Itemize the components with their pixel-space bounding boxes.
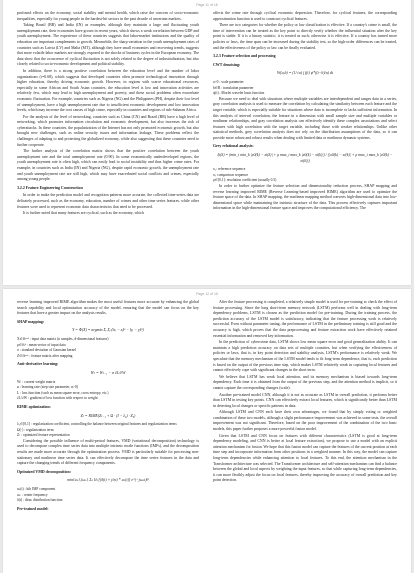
definition: Zₜ : optimized feature representation bbox=[17, 433, 70, 438]
definition: Wₜ : current weight matrix bbox=[17, 379, 56, 384]
definition: ∂L/∂W : gradient of loss function with respect to weight bbox=[17, 396, 98, 401]
paragraph: In addition, there is a strong positive correlation between the education level and the number of labor organizations (r=0.68), which suggests that developed countries often promote technological innovation through higher education, thereby driving economic growth. However, in regions with scarce educational resources, especially in some African and South Asian countries, the education level is low and innovation activities are relatively few, which may lead to high unemployment and poverty, and these social problems often exacerbate economic fluctuation. For example, countries such as Nigeria (NG) and the Philippines (PH), despite their low level of unemployment, have a high unemployment rate due to insufficient economic development and low innovation levels, which may increase the root causes of high crime, especially in countries and regions of sub-Saharan Africa. bbox=[17, 68, 199, 113]
definition: Ω(·) : regularization term bbox=[17, 427, 54, 432]
definition: δ(t) : dirac distribution function bbox=[17, 498, 63, 503]
page-11 bbox=[3, 0, 411, 285]
sub-heading: RIME optimization: bbox=[17, 404, 51, 409]
definition: σ : standard deviation of Gaussian kernel bbox=[17, 348, 77, 353]
page11-left-column bbox=[17, 11, 199, 218]
definition: X∈ℝⁿˣᵈ : input data matrix (n samples, d-dimensional features) bbox=[17, 336, 109, 341]
sub-heading: SHAP mapping: bbox=[17, 319, 45, 324]
definition: μ∈ℝᵈ : mean vector of input data bbox=[17, 342, 66, 347]
definition: x₀: reference sequence bbox=[213, 167, 246, 172]
paragraph: In order to further optimize the feature selection and dimensionality reduction process, SHAP mapping and reverse learning improved RIME (Reverse Learning-based improved RIME) algorithm are used to optimize the feature space of the data. In SHAP mapping, the nonlinear mapping method converts high-dimensional data into low-dimensional space while maintaining the intrinsic structure of the data. This process effectively captures important information in the high-dimensional feature space and improves the computational efficiency. The bbox=[213, 184, 397, 211]
paragraph: reverse learning improved RIME algorithm makes the most useful features more accurate by enhancing the global search capability and local optimization accuracy of the model, ensuring that the model can focus on the key features that have a greater impact on the analysis results. bbox=[17, 300, 199, 316]
sub-heading: Anti-derivative learning: bbox=[17, 362, 59, 367]
definition: ωₖ : center frequency bbox=[17, 492, 48, 497]
equation-rime: Zₜ = RIME(Zₜ₋₁ + Ω · (I − λ₀) · Z₀) bbox=[80, 413, 136, 418]
equation-grey-relational: ξi(k) = (min_i min_k |x0(k) − xi(k)| + ρ max_i max_k |x0(k) − xi(k)|) / (|x0(k) − xi(k)| + ρ max_i max_k |x0(k) − xi(k)|) bbox=[217, 153, 393, 163]
page-12 bbox=[3, 289, 411, 573]
definition: ψ(t) : Morlet wavelet basis function bbox=[213, 91, 265, 96]
equation-anti-derivative: Wₜ = Wₜ₋₁ − α ∂L/∂W bbox=[90, 370, 126, 375]
sub-heading: CWT denoising: bbox=[213, 62, 241, 67]
page-number-label: Page 12 of 16 bbox=[196, 292, 218, 296]
definition: a>0 : scale parameter bbox=[213, 79, 244, 84]
equation-shap: Y = Φ(X) = argmin Σᵢ Σⱼ (‖xᵢ − xⱼ‖² − ‖yᵢ − yⱼ‖²) bbox=[72, 328, 144, 333]
section-heading: 3.2.2 Feature Engineering Construction bbox=[17, 185, 83, 190]
definition: b∈R : translation parameter bbox=[213, 85, 254, 90]
definition: α : learning rate (step size parameter, α>0) bbox=[17, 385, 78, 390]
paragraph: For the analysis of the level of networking, countries such as China (CN) and Brazil (BR) have a high level of networking, which promotes information circulation and economic development, but also increases the risk of cyberattacks. In these countries, the popularization of the Internet has not only promoted economic growth, but also brought new challenges, such as online security issues and information leakage. These problems reflect the challenges of adapting to and protecting the globalized economy, while also suggesting that these countries need to further cooperate. bbox=[17, 114, 199, 147]
definition: Z∈ℝⁿˣᵏ : feature matrix after mapping bbox=[17, 353, 73, 358]
paragraph: Another pre-trained model CNN, although it is not as accurate as LSTM in overall prediction, it performs better than LSTM in testing key points. CNN can effectively extract local features, which is significantly better than LSTM in detecting local changes or specific patterns in data. bbox=[213, 392, 397, 408]
paragraph: We believe that LSTM has weak local attention, and its memory mechanism is biased towards long-term dependency. Each time it is obtained from the output of the previous step, and the attention method is implicit, so it cannot capture the corresponding changes (scale). bbox=[213, 374, 397, 390]
paragraph: profound effects on the economy, social stability and mental health, which raise the concern of socio-economic inequalities, especially for young people in the hardest-hit sectors in the past decade of uncertain markets. bbox=[17, 11, 199, 21]
sub-heading: Grey relational analysis: bbox=[213, 144, 254, 149]
paragraph: In order to make the prediction model and recognition patterns more accurate, the collected time-series data are delicately processed, such as the economy, education, number of crimes and other time series features, while other features were used to represent economic data characteristics that need to be processed. bbox=[17, 193, 199, 209]
sub-heading: Pre-trained model: bbox=[17, 506, 49, 511]
paragraph: Although LSTM and CNN each have their own advantages, we found that by simply voting or weighted combination of these two models, although a slight performance improvement was achieved in some tests, the overall improvement was not significant. Therefore, based on the poor improvement of the combination of the two basic models, this paper further proposes a more powerful fusion model. bbox=[213, 410, 397, 432]
paragraph: There are two categories for whether the policy or law classification is effective. If a country's crime is small, the time of intervention can be treated as the key point to directly verify whether the influential situation after the key point is stable. If it is a binary statistic, it is treated as such; otherwise it is effective. If a country has turned more policies or laws, the time span can be increased during the stability test, so the high-order differences can be treated, and the effectiveness of the policy or law can be finally evaluated. bbox=[213, 23, 397, 50]
page-number-label: Page 11 of 16 bbox=[196, 3, 218, 7]
equation-vmd: min{uₖ},{ωₖ} Σₖ ‖∂ₜ[(δ(t) + j/πt) * uₖ(t)] e^(−jωₖt)‖² bbox=[67, 478, 149, 483]
sub-heading: Optimized VMD decomposition: bbox=[17, 469, 71, 474]
page11-right-column bbox=[213, 11, 397, 213]
paragraph: In the prediction of cybercrime data, LSTM shows low mean square error and good generalization ability. It can maintain a high prediction accuracy on data sets of multiple countries, but when verifying the effectiveness of policies or laws, that is, in key point detection and stability analysis, LSTM's performance is relatively weak. We speculate that the memory mechanism of the LSTM model tends to fit long-term dependence, that is, each prediction is based on the output of the previous time step, which makes LSTM relatively weak in capturing local features and cannot effectively cope with significant changes in the short term. bbox=[213, 340, 397, 373]
paragraph: Considering the possible influence of multi-period features, VMD (variational decomposition) technology is used to decompose complex time series data into multiple intrinsic mode functions (IMFs), and the decomposition results are made more accurate through the optimization process. VMD is particularly suitable for processing non-stationary and nonlinear time series data. It can effectively decompose the time series features in the data and capture the changing trends of different frequency components. bbox=[17, 438, 199, 466]
paragraph: Given that LSTM and CNN focus on features with different characteristics (LSTM is good at long-term dependency modeling, and CNN is better at local feature extraction), we propose to use a model with an explicit attention mechanism for fusion. We hope that this fusion model can capture the features of the current position at each time step and incorporate information from other positions in a weighted manner. In this way, the model can capture long-term dependencies while enhancing attention to local features. To this end, the attention mechanism in the Transformer architecture was selected. The Transformer architecture and self-attention mechanism can find a balance between the global and local aspects by weighting the input features, so that while capturing long-term dependencies, it can more flexibly adjust the focus on local features, thereby improving the accuracy of overall prediction and key point detection. bbox=[213, 433, 397, 483]
paragraph: Taking Brazil (BR) and India (IN) as examples, although they maintain a large and fluctuating youth unemployment rate, their economies have grown in recent years, which shows a weak correlation between GDP and youth unemployment. The experience of these countries suggests that labor-market institutions and the quality of education are important complements to growth. Meanwhile, the sharp variation in the youth unemployment rates of countries such as Latvia (LV) and Malta (MT), although they have small economies and recovering trends, suggests that more volatile labor markets are strongly exposed to the shocks of business cycles in the European economy. The data show that the occurrence of cyclical fluctuation is not solely related to the degree of industrialization, but also closely related to socio-economic development and political stability. bbox=[17, 23, 199, 67]
section-heading: 3.2.3 Feature selection and processing bbox=[213, 54, 276, 59]
equation-cwt: W(a,b) = (1/√a) ∫ f(t) ψ*((t−b)/a) dt bbox=[277, 71, 333, 76]
paragraph: affects the crime rate through cyclical economic depression. Therefore, for cyclical features, the corresponding approximation function is used to construct cyclical features. bbox=[213, 11, 397, 21]
paragraph: The further analysis of the correlation matrix shows that the positive correlation between the youth unemployment rate and the total unemployment rate (0.90). In some economically underdeveloped regions, the youth unemployment rate is often high, which can easily lead to social instability and thus higher crime rates. For example, in countries such as India (IN) and Nigeria (NG), despite rapid economic growth, the unemployment rate and youth unemployment rate are still high, which may have exacerbated social conflicts and crimes, especially among young people. bbox=[17, 149, 199, 182]
paragraph: After the feature processing is completed, a relatively simple model is used for pre-training to check the effect of feature processing. Since the long short-term memory network (LSTM) performs well in dealing with long-term dependency problems, LSTM is chosen as the prediction model for pre-training. During the training process, the prediction accuracy of the LSTM model is satisfactory, indicating that the feature processing work is relatively successful. Even without parameter tuning, the performance of LSTM in the preliminary training is still good and the accuracy is high, which proves that the data preprocessing and feature extraction work have effectively retained essential information and removed key information. bbox=[213, 300, 397, 338]
page12-left-column bbox=[17, 300, 199, 514]
page12-right-column bbox=[213, 300, 397, 485]
paragraph: It is further noted that many features are cyclical, such as the economy, which bbox=[23, 211, 145, 216]
definition: ρ∈[0,1]: resolution coefficient (usually 0.5) bbox=[213, 178, 277, 183]
definition: xᵢ: comparison sequence bbox=[213, 172, 249, 177]
definition: λ₀∈[0,1] : regularization coefficient, controlling the balance between original features and regularization terms bbox=[17, 422, 177, 427]
definition: uₖ(t) : kth IMF component bbox=[17, 487, 56, 492]
paragraph: Because we need to deal with situations where multiple variables are interdependent and ranges data in a series, gray correlation analysis is used to measure the correlation by calculating the similarity between each feature and the target variable, which is especially suitable for situations where data is incomplete or lacks sufficient information. In this analysis of interval correlation, the feature in a dimension with small sample size and multiple variables or nonlinear relationships, and gray correlation analysis can effectively identify these complex associations and select features with high correlation with the target variable, including those with weaker relationships. Unlike other statistical methods, grey correlation analysis does not rely on the distribution assumptions of the data, so it can provide more robust and robust results when dealing with limited data or nonlinear dynamic systems. bbox=[213, 96, 397, 140]
definition: L : loss function (such as mean square error, cross entropy, etc.) bbox=[17, 390, 109, 395]
